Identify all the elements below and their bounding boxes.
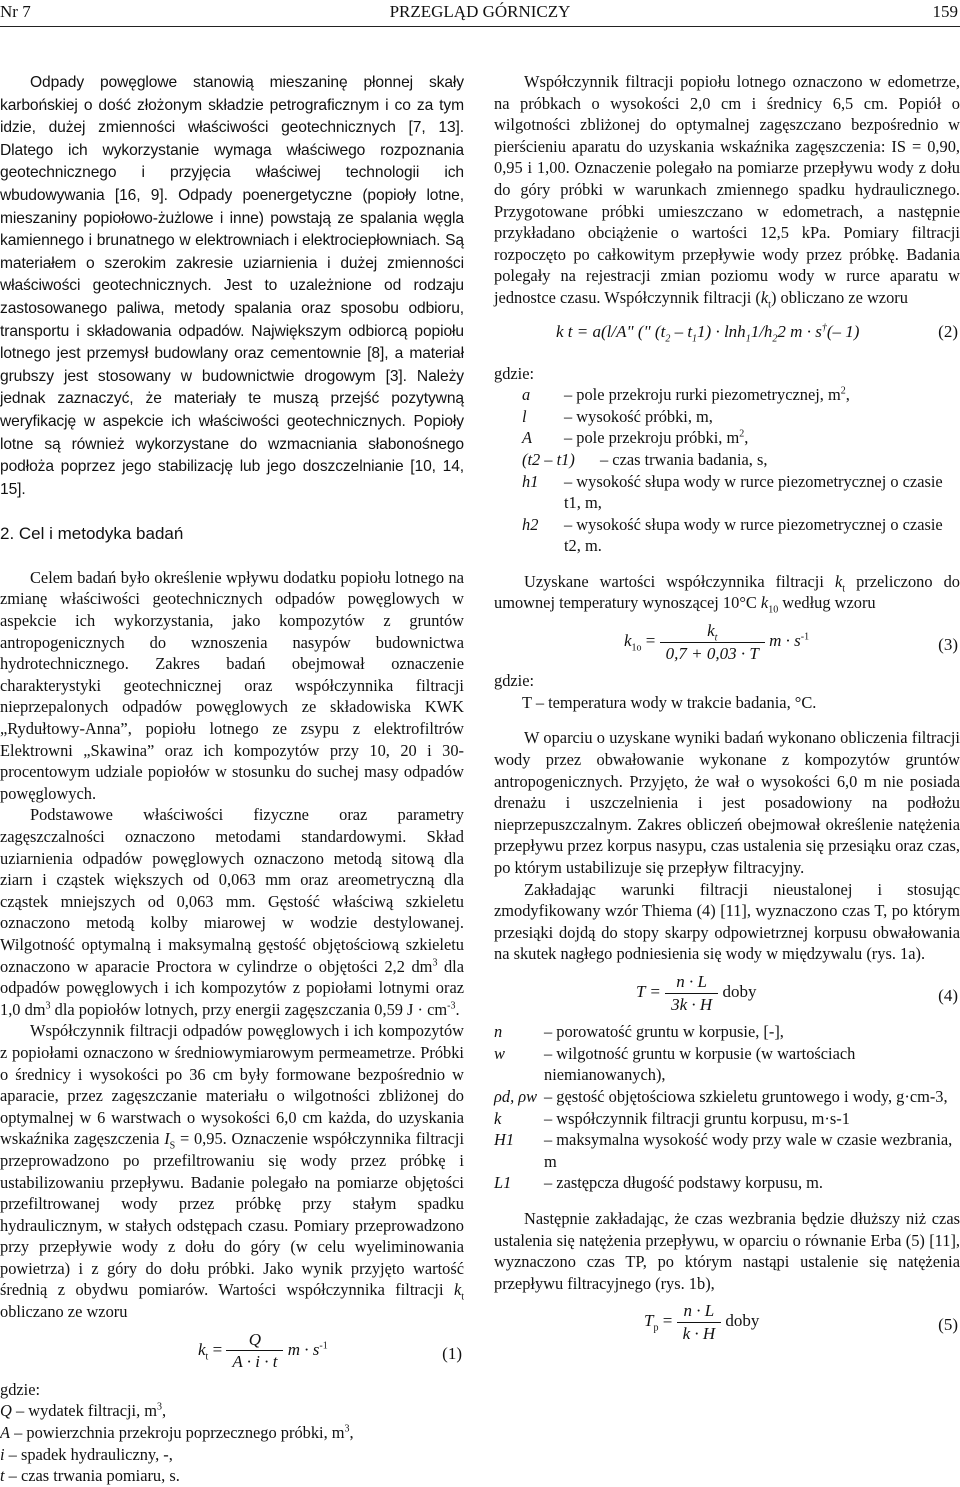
paragraph: Odpady powęglowe stanowią mieszaninę płonnej skały karbońskiej o dość złożonym składzie petrograficznym i co za tym idzie, dużej zmienności właściwości geotechnicznych [7, 13]. Dlatego ich wykorzystanie wymaga właściwego rozpoznania geotechnicznego i przyjęcia właściwej technologii ich wbudowywania [16, 9]. Odpady poenergetyczne (popioły lotne, mieszaniny popiołowo-żużlowe i inne) powstają ze spalania węgla kamiennego i brunatnego w elektrowniach i elektrociepłowniach. Są materiałem o szerokim zakresie uziarnienia i dużej zmienności właściwości geotechnicznych. Jest to uzależnione od rodzaju zastosowanego paliwa, metody spalania oraz sposobu odbioru, transportu i składowania odpadów. Największym odbiorcą popiołu lotnego jest przemysł budowlany oraz cementownie [8], a materiał grubszy jest stosowany w budownictwie drogowym [3]. Należy jednak zaznaczyć, że materiały te muszą przejść pozytywną weryfikację w aspekcie ich właściwości geotechnicznych. Popioły lotne są również wykorzystane do wzmacniania słabonośnego podłoża poprzez jego stabilizację lub jego doszczelnianie [10, 14, 15]. bbox=[0, 74, 464, 498]
equation-number: (3) bbox=[938, 635, 958, 655]
definition-row: h2 – wysokość słupa wody w rurce piezometrycznej o czasie t2, m. bbox=[522, 514, 943, 556]
definition-row: A – pole przekroju próbki, $m^2$, bbox=[522, 428, 749, 448]
equation-4: T = $\frac{n \cdot L}{3k \cdot H}$ doby (4) bbox=[636, 971, 958, 1014]
equation-number: (4) bbox=[938, 985, 958, 1005]
equation-number: (1) bbox=[442, 1343, 462, 1363]
definition-row: a – pole przekroju rurki piezometrycznej, $m^2$, bbox=[522, 385, 850, 405]
symbol-definitions bbox=[0, 1400, 464, 1486]
fraction: $\frac{Q}{A \cdot i \cdot t}$ bbox=[226, 1329, 283, 1373]
definition-row: A – powierzchnia przekroju poprzecznego próbki, $m^3$, bbox=[0, 1423, 354, 1443]
symbol-definitions bbox=[494, 1021, 960, 1194]
page-number: 159 bbox=[932, 2, 958, 21]
definition-row: k – współczynnik filtracji gruntu korpusu, m·s-1 bbox=[494, 1108, 850, 1128]
definition-row: n – porowatość gruntu w korpusie, [-], bbox=[494, 1022, 784, 1042]
paragraph: Współczynnik filtracji odpadów powęglowych i ich kompozytów z popiołami oznaczono w średniowymiarowym permeametrze. Próbki o średnicy i wysokości po 36 cm były formowane bezpośrednio w aparacie, przez zagęszczanie materiału o wilgotności zbliżonej do optymalnej w 6 warstwach o wysokości 6,0 cm każda, do uzyskania wskaźnika zagęszczenia $I_S = 0,95$. Oznaczenie współczynnika filtracji przeprowadzono po przefiltrowaniu się wody przez próbkę i ustabilizowaniu przepływu. Badanie polegało na pomiarze objętości przefiltrowanej wody przez próbkę przy stałym spadku hydraulicznym, w stałych odstępach czasu. Pomiary przeprowadzono przy przepływie wody z dołu do góry (w celu wyeliminowania powietrza) i z góry do dołu próbki. Jako wynik przyjęto wartość średnią z obydwu pomiarów. Wartości współczynnika filtracji $k_t$ obliczano ze wzoru bbox=[0, 1021, 464, 1322]
equation-number: (2) bbox=[938, 321, 958, 341]
definition-row: ρd, ρw – gęstość objętościowa szkieletu gruntowego i wody, g·cm-3, bbox=[494, 1086, 948, 1106]
journal-title: PRZEGLĄD GÓRNICZY bbox=[389, 2, 571, 21]
paragraph: Współczynnik filtracji popiołu lotnego oznaczono w edometrze, na próbkach o wysokości 2,0 cm i średnicy 6,5 cm. Popiół o wilgotności zbliżonej do optymalnej zagęszczano bezpośrednio w pierścieniu aparatu do uzyskania wskaźnika zagęszczenia: IS = 0,90, 0,95 i 1,00. Oznaczenie polegało na pomiarze przepływu wody z dołu do góry próbki w warunkach zmiennego spadku hydraulicznego. Przygotowane próbki umieszczano w edometrach, a następnie przykładano obciążenie o wartości 12,5 kPa. Pomiary filtracji rozpoczęto po całkowitym przepływie wody przez próbkę. Badania polegały na rejestracji zmian poziomu wody w rurce aparatu w jednostce czasu. Współczynnik filtracji $(k_t)$ obliczano ze wzoru bbox=[494, 72, 960, 311]
paragraph: Celem badań było określenie wpływu dodatku popiołu lotnego na zmianę właściwości geotechnicznych odpadów powęglowych w aspekcie ich wykorzystania, jako kompozytów z gruntów antropogenicznych do wznoszenia nasypów budownictwa hydrotechnicznego. Zakres badań obejmował oznaczenie charakterystyki geotechnicznej oraz współczynnika filtracji nieprzepalonych odpadów powęglowych ze składowiska KWK „Rydułtowy-Anna”, popiołu lotnego ze zsypu z elektrofiltrów Elektrowni „Skawina” oraz ich kompozytów przy 10, 20 i 30-procentowym udziale popiołów w stosunku do suchej masy odpadów powęglowych. bbox=[0, 567, 464, 803]
paragraph: Zakładając warunki filtracji nieustalonej i stosując zmodyfikowany wzór Thiema (4) [11], wyznaczono czas T, po którym przesiąki dojdą do stopy skarpy odpowietrznej korpusu obwałowania na skutek nagłego podniesienia się wody w międzywalu (rys. 1a). bbox=[494, 879, 960, 964]
fraction: $\frac{n \cdot L}{3k \cdot H}$ bbox=[665, 971, 718, 1015]
equation-number: (5) bbox=[938, 1315, 958, 1335]
fraction: $\frac{k_t}{0,7 + 0,03 \cdot T}$ bbox=[660, 620, 765, 664]
symbol-definitions bbox=[494, 384, 960, 557]
definition-row: T – temperatura wody w trakcie badania, °C. bbox=[522, 692, 817, 712]
right-column bbox=[494, 71, 960, 1350]
paragraph: Podstawowe właściwości fizyczne oraz parametry zagęszczalności oznaczono metodami standardowymi. Skład uziarnienia odpadów powęglowych oznaczono metodą sitową dla ziarn i cząstek większych od 0,063 mm oraz areometryczną dla cząstek mniejszych od 0,063 mm. Gęstość właściwą szkieletu oznaczono metodą kolby miarowej w wodzie destylowanej. Wilgotność optymalną i maksymalną gęstość objętościową szkieletu oznaczono w aparacie Proctora w cylindrze o objętości 2,2 $dm^3$ dla odpadów powęglowych i ich kompozytów z popiołami lotnymi oraz 1,0 $dm^3$ dla popiołów lotnych, przy energii zagęszczania 0,59 $J \cdot cm^{-3}$. bbox=[0, 805, 464, 1019]
fraction: $\frac{n \cdot L}{k \cdot H}$ bbox=[677, 1300, 722, 1344]
section-heading: 2. Cel i metodyka badań bbox=[0, 524, 184, 544]
equation-2: k t = a(l/A" (" $(t_2 - t_11) \cdot \ln h_11/h_22$ m · s†(– 1) (2) bbox=[556, 321, 958, 344]
definition-row: i – spadek hydrauliczny, -, bbox=[0, 1444, 173, 1464]
paragraph: Uzyskane wartości współczynnika filtracji $k_t$ przeliczono do umownej temperatury wynoszącej 10°C $k_{10}$ według wzoru bbox=[494, 571, 960, 616]
issue-number: Nr 7 bbox=[0, 2, 31, 21]
where-label: gdzie: bbox=[494, 671, 535, 691]
paragraph: W oparciu o uzyskane wyniki badań wykonano obliczenia filtracji wody przez obwałowanie wykonane z kompozytów gruntów antropogenicznych. Przyjęto, że wał o wysokości 6,0 m nie posiada drenażu i uszczelnienia i jest posadowiony na podłożu nieprzepuszczalnym. Zakres obliczeń obejmował określenie natężenia przepływu przez korpus nasypu, czas ustalenia się przesiąku oraz czas, po którym ustabilizuje się przepływ filtracyjny. bbox=[494, 728, 960, 877]
definition-row: (t2 – t1) – czas trwania badania, s, bbox=[522, 449, 768, 469]
definition-row: h1 – wysokość słupa wody w rurce piezometrycznej o czasie t1, m, bbox=[522, 471, 943, 513]
where-label: gdzie: bbox=[494, 363, 535, 383]
definition-row: w – wilgotność gruntu w korpusie (w wartościach niemianowanych), bbox=[494, 1043, 856, 1085]
paragraph: Następnie zakładając, że czas wezbrania będzie dłuższy niż czas ustalenia się natężenia przepływu, w oparciu o równanie Erba (5) [11], wyznaczono czas TP, po którym nastąpi ustalenie się natężenia przepływu filtracyjnego (rys. 1b), bbox=[494, 1208, 960, 1293]
definition-row: Q – wydatek filtracji, $m^3$, bbox=[0, 1401, 167, 1421]
definition-row: L1 – zastępcza długość podstawy korpusu, m. bbox=[494, 1173, 824, 1193]
left-column bbox=[0, 71, 464, 1487]
equation-1: $k_t$ = $\frac{Q}{A \cdot i \cdot t}$ $m \cdot s^{-1}$ (1) bbox=[198, 1329, 462, 1372]
equation-5: $T_p$ = $\frac{n \cdot L}{k \cdot H}$ doby (5) bbox=[644, 1301, 958, 1343]
definition-row: H1 – maksymalna wysokość wody przy wale w czasie wezbrania, m bbox=[494, 1130, 953, 1171]
equation-3: $k_{1o}$ = $\frac{k_t}{0,7 + 0,03 \cdot T}$ $m \cdot s^{-1}$ (3) bbox=[624, 621, 958, 663]
definition-row: l – wysokość próbki, m, bbox=[522, 406, 713, 426]
definition-row: t – czas trwania pomiaru, s. bbox=[0, 1466, 180, 1486]
running-header bbox=[0, 0, 960, 27]
where-label: gdzie: bbox=[0, 1379, 41, 1399]
